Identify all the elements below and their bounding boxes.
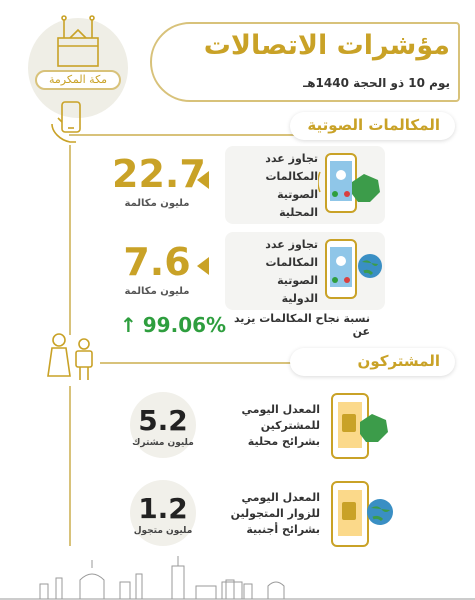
people-icon — [44, 332, 100, 384]
local-subscribers-description: المعدل اليومي للمشتركين بشرائح محلية — [241, 403, 320, 448]
roaming-subscribers-unit: مليون متجول — [133, 526, 193, 536]
sim-card-globe-icon — [330, 480, 396, 550]
local-calls-description: تجاوز عدد المكالمات الصوتية المحلية — [265, 152, 318, 219]
kaaba-icon — [52, 14, 104, 70]
roaming-subscribers-description: المعدل اليومي للزوار المتجولين بشرائح أجنبية — [230, 491, 320, 536]
mecca-skyline-illustration — [0, 556, 475, 600]
section-connector-line — [100, 362, 300, 364]
voice-calls-section-title: المكالمات الصوتية — [307, 116, 440, 134]
international-calls-description: تجاوز عدد المكالمات الصوتية الدولية — [265, 238, 318, 305]
local-calls-unit: مليون مكالمة — [124, 198, 190, 209]
hand-phone-icon — [46, 98, 92, 146]
international-calls-value: 7.6 — [123, 240, 191, 284]
phone-call-saudi-icon — [318, 152, 388, 222]
page-title: مؤشرات الاتصالات — [203, 30, 450, 61]
international-calls-unit: مليون مكالمة — [124, 286, 190, 297]
section-connector-line — [69, 145, 71, 335]
success-rate-row — [120, 312, 370, 338]
section-connector-line — [69, 134, 299, 136]
page-date: يوم 10 ذو الحجة 1440هـ — [303, 76, 450, 90]
section-connector-line — [69, 386, 71, 546]
local-calls-value: 22.7 — [112, 152, 206, 196]
local-subscribers-value: 5.2 — [138, 404, 188, 437]
sim-card-saudi-icon — [330, 392, 396, 462]
subscribers-section-title: المشتركون — [357, 352, 440, 370]
arrow-up-icon: ↑ — [120, 313, 137, 337]
local-subscribers-unit: مليون مشترك — [132, 438, 194, 448]
roaming-subscribers-value: 1.2 — [138, 492, 188, 525]
phone-call-globe-icon — [318, 238, 388, 308]
success-rate-label: نسبة نجاح المكالمات يزيد عن — [233, 312, 370, 338]
success-rate-value: 99.06% — [142, 313, 227, 337]
city-label: مكة المكرمة — [35, 70, 121, 90]
